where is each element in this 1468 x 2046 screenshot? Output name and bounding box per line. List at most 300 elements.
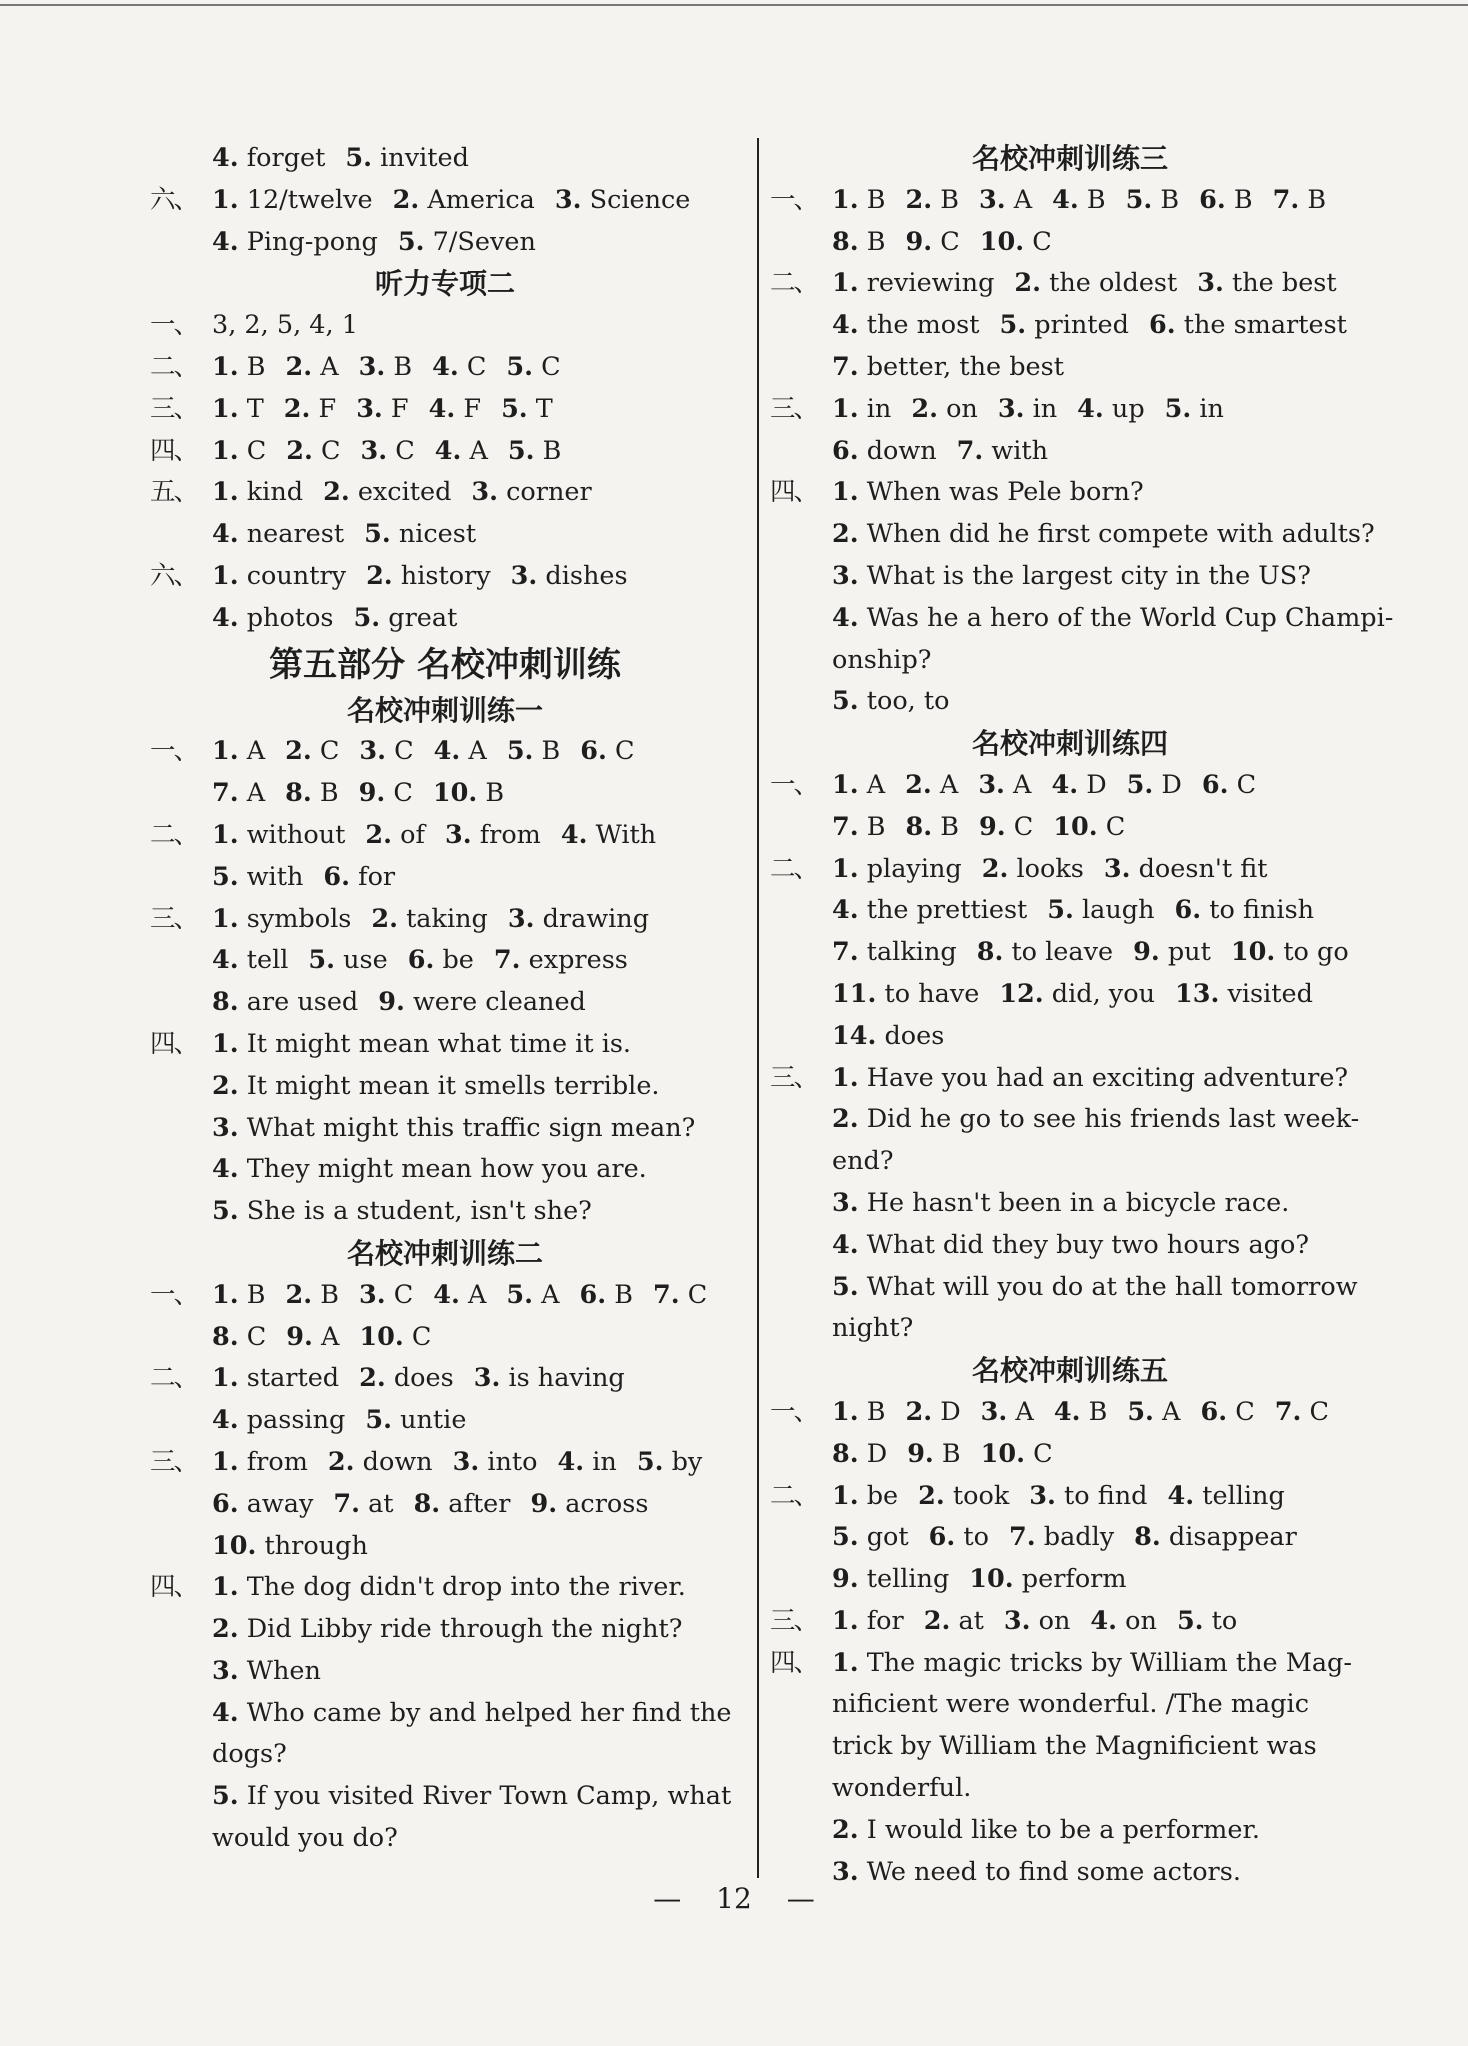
item-number: 4. [212,226,239,257]
answer-text: wonderful. [832,1773,972,1804]
answer-row [150,514,740,556]
answer-item [408,945,474,975]
answer-row [770,222,1370,264]
item-answer: through [264,1530,368,1561]
item-number: 4. [212,1697,239,1728]
answer-item [832,686,950,716]
item-answer: B [866,184,886,215]
question-section-marker: 五、 [150,477,198,508]
item-answer: B [1307,184,1327,215]
answer-item [359,1363,454,1393]
answer-item [393,185,535,215]
answer-item [979,185,1032,215]
answer-item [212,1405,345,1435]
question-section-marker: 二、 [150,1363,198,1394]
item-number: 2. [323,477,350,508]
item-number: 1. [832,1480,859,1511]
item-number: 2. [212,1070,239,1101]
answer-item [1004,1606,1071,1636]
item-answer: When [246,1655,321,1686]
answer-item [366,561,491,591]
item-answer: doesn't fit [1138,853,1268,884]
question-section-marker: 一、 [770,1396,818,1427]
item-number: 8. [976,937,1004,968]
answer-item [212,185,373,215]
answer-item [1200,1397,1254,1427]
item-answer: for [866,1605,904,1636]
item-number: 4. [433,736,461,767]
item-answer: in [1032,393,1058,424]
item-answer: A [320,351,339,382]
answer-row [770,1559,1370,1601]
item-answer: up [1111,393,1145,424]
item-number: 5. [832,1271,859,1302]
item-number: 3. [1197,268,1224,299]
question-section-marker: 一、 [770,769,818,800]
item-answer: C [320,435,341,466]
item-answer: B [940,184,959,215]
item-number: 1. [212,903,239,934]
answer-continuation [770,1684,1370,1726]
item-number: 4. [832,310,859,341]
item-number: 2. [832,1104,859,1135]
item-number: 3. [832,1187,859,1218]
answer-continuation [150,1734,740,1776]
answer-continuation [770,1141,1370,1183]
answer-item [323,862,395,892]
answer-item [212,904,351,934]
answer-item [212,862,303,892]
answer-item [1273,185,1326,215]
item-answer: I would like to be a performer. [866,1814,1260,1845]
answer-text: dogs? [212,1739,287,1770]
item-answer: the most [866,310,980,341]
answer-row [770,1517,1370,1559]
item-answer: Science [589,184,691,215]
item-answer: C [411,1321,432,1352]
item-answer: What is the largest city in the US? [866,560,1311,591]
answer-item [832,979,979,1009]
item-answer: took [952,1480,1010,1511]
part-title: 第五部分 名校冲刺训练 [269,644,621,685]
item-number: 1. [212,477,239,508]
item-number: 4. [1167,1480,1195,1511]
answer-item [212,227,378,257]
item-number: 5. [1164,393,1192,424]
page-footer [0,1882,1468,1915]
item-answer: great [388,602,458,633]
answer-text: nificient were wonderful. /The magic [832,1689,1309,1720]
item-answer: Was he a hero of the World Cup Champi- [866,602,1394,633]
item-number: 1. [212,435,239,466]
item-number: 7. [832,351,859,382]
item-number: 3. [507,903,535,934]
item-answer: C [1235,1396,1255,1427]
answer-row [770,974,1370,1016]
item-number: 1. [832,1062,859,1093]
answer-row [150,1066,740,1108]
item-answer: the best [1232,268,1337,299]
item-answer: If you visited River Town Camp, what [246,1781,732,1812]
item-number: 7. [212,778,239,809]
item-number: 5. [506,1279,533,1310]
item-number: 1. [212,1446,239,1477]
answer-row [770,472,1370,514]
item-answer: He hasn't been in a bicycle race. [866,1187,1290,1218]
item-number: 2. [366,560,393,591]
item-number: 5. [501,393,528,424]
answer-item [1177,1606,1237,1636]
item-answer: across [565,1488,649,1519]
answer-item [1014,268,1177,298]
answer-item [212,352,265,382]
answer-row [150,1191,740,1233]
answer-text: trick by William the Magnificient was [832,1731,1317,1762]
item-number: 1. [832,853,859,884]
item-answer: We need to find some actors. [866,1856,1241,1887]
item-number: 7. [1272,184,1300,215]
answer-item [432,352,486,382]
answer-item [832,603,1393,633]
item-answer: at [368,1488,394,1519]
answer-text: onship? [832,644,932,675]
answer-item [1009,1522,1114,1552]
item-number: 1. [212,1363,239,1394]
item-number: 8. [832,1438,859,1469]
answer-item [414,1489,511,1519]
question-section-marker: 二、 [770,853,818,884]
item-number: 4. [212,519,239,550]
answer-item [345,143,469,173]
item-number: 5. [506,351,533,382]
item-number: 4. [212,1405,239,1436]
item-answer: B [319,778,339,809]
item-number: 1. [832,769,859,800]
item-answer: B [941,1438,961,1469]
item-number: 1. [212,1572,239,1603]
item-answer: It might mean it smells terrible. [246,1070,660,1101]
answer-item [979,812,1033,842]
answer-row [150,1651,740,1693]
item-answer: looks [1016,853,1084,884]
answer-item [832,477,1144,507]
item-number: 9. [1133,937,1160,968]
item-number: 2. [905,769,932,800]
item-answer: A [320,1321,340,1352]
item-number: 1. [212,393,239,424]
item-answer: A [246,736,266,767]
answer-row [770,263,1370,305]
answer-item [1134,1522,1297,1552]
answer-row [150,1526,740,1568]
answer-item [561,820,656,850]
item-answer: telling [1202,1480,1285,1511]
item-number: 8. [832,226,859,257]
item-answer: drawing [542,903,650,934]
answer-item [435,436,488,466]
item-answer: B [485,778,505,809]
item-number: 4. [832,895,859,926]
item-number: 4. [1053,1396,1081,1427]
answer-item [832,185,885,215]
answer-row [150,731,740,773]
item-number: 6. [580,736,607,767]
item-answer: photos [246,602,334,633]
answer-item [212,1154,647,1184]
question-section-marker: 四、 [770,477,818,508]
answer-row [150,431,740,473]
answer-item [918,1481,1009,1511]
answer-item [285,736,339,766]
answer-item [308,945,387,975]
item-answer: A [246,778,266,809]
item-number: 2. [392,184,420,215]
item-number: 3. [980,1396,1008,1427]
item-answer: visited [1227,978,1313,1009]
item-number: 6. [323,861,351,892]
item-answer: taking [406,903,488,934]
item-number: 5. [636,1446,664,1477]
item-answer: passing [246,1405,346,1436]
item-number: 9. [378,987,405,1018]
item-answer: better, the best [866,351,1064,382]
item-number: 1. [212,184,239,215]
item-number: 3. [1003,1605,1031,1636]
item-number: 3. [554,184,582,215]
item-answer: Have you had an exciting adventure? [866,1062,1349,1093]
item-answer: It might mean what time it is. [246,1028,632,1059]
question-section-marker: 二、 [770,1480,818,1511]
item-number: 5. [212,1196,239,1227]
item-answer: C [1033,1438,1053,1469]
answer-item [365,1405,466,1435]
item-number: 7. [1009,1522,1036,1553]
answer-item [1077,394,1144,424]
item-number: 5. [999,310,1027,341]
answer-item [832,1815,1260,1845]
answer-row [770,1810,1370,1852]
item-number: 4. [212,602,239,633]
column-divider [757,138,759,1878]
answer-item [1126,185,1179,215]
footer-dash-left: — [653,1882,682,1915]
item-number: 2. [285,736,312,767]
answer-text: end? [832,1146,894,1177]
answer-item [981,1439,1053,1469]
answer-item [212,436,266,466]
item-answer: A [468,736,487,767]
answer-row [150,815,740,857]
item-answer: C [1105,811,1126,842]
item-number: 7. [1274,1396,1302,1427]
item-number: 5. [1126,769,1154,800]
item-answer: down [866,435,937,466]
answer-item [501,394,553,424]
answer-item [832,352,1064,382]
answer-item [212,1322,266,1352]
item-answer: to go [1283,937,1349,968]
answer-item [977,937,1113,967]
item-answer: on [946,393,978,424]
item-answer: to leave [1011,937,1114,968]
section-heading: 名校冲刺训练四 [971,727,1168,761]
item-answer: started [246,1363,340,1394]
item-number: 10. [359,1321,404,1352]
answer-row [770,1016,1370,1058]
answer-item [328,1447,433,1477]
item-answer: excited [357,477,452,508]
item-number: 4. [832,602,859,633]
answer-item [212,987,358,1017]
answer-item [284,394,336,424]
answer-text: night? [832,1313,914,1344]
answer-item [905,812,958,842]
item-number: 6. [579,1279,607,1310]
answer-item [356,394,408,424]
item-answer: C [395,435,415,466]
item-answer: playing [866,853,962,884]
answer-item [359,352,412,382]
item-number: 5. [345,143,373,173]
item-answer: B [246,1279,266,1310]
answer-item [212,603,334,633]
answer-item [212,1781,731,1811]
answer-row [150,389,740,431]
answer-item [832,1481,898,1511]
item-number: 3. [978,184,1006,215]
item-number: 7. [333,1488,360,1519]
answer-item [433,778,504,808]
item-number: 14. [832,1020,877,1051]
item-number: 6. [407,945,435,976]
top-border-line [0,4,1468,6]
item-number: 4. [212,1154,239,1185]
answer-item [212,1656,321,1686]
item-answer: into [487,1446,538,1477]
item-answer: talking [866,937,957,968]
item-number: 4. [1090,1605,1118,1636]
section-heading: 名校冲刺训练一 [346,693,543,727]
answer-item [832,937,957,967]
section-heading: 名校冲刺训练二 [346,1236,543,1270]
item-answer: B [393,351,413,382]
item-number: 3. [510,560,538,591]
answer-row [150,899,740,941]
question-section-marker: 三、 [770,1605,818,1636]
answer-item [980,227,1052,257]
question-section-marker: 四、 [150,435,198,466]
answer-item [1051,770,1106,800]
item-answer: B [1160,184,1180,215]
item-number: 5. [1125,184,1153,215]
answer-item [212,1489,313,1519]
item-number: 7. [832,811,859,842]
item-answer: after [448,1488,511,1519]
item-answer: badly [1043,1522,1115,1553]
answer-item [929,1522,989,1552]
item-number: 5. [832,1522,859,1553]
answer-item [978,770,1031,800]
answer-row [150,773,740,815]
item-number: 6. [1200,1396,1228,1427]
item-answer: the prettiest [866,895,1028,926]
item-number: 9. [905,226,933,257]
item-number: 3. [356,393,383,424]
item-number: 1. [212,1028,239,1059]
answer-item [212,1071,660,1101]
answer-item [212,736,265,766]
item-answer: T [246,393,264,424]
answer-row [150,1484,740,1526]
item-number: 2. [371,903,398,934]
item-number: 2. [212,1614,239,1645]
answer-item [1029,1481,1147,1511]
section-heading: 名校冲刺训练三 [971,142,1168,175]
item-answer: Ping-pong [246,226,378,257]
answer-row [770,1183,1370,1225]
item-answer: from [246,1446,308,1477]
item-answer: by [671,1446,703,1477]
item-answer: A [939,769,959,800]
item-answer: A [1162,1396,1181,1427]
item-answer: C [687,1279,708,1310]
answer-row [150,138,740,180]
item-number: 9. [286,1321,313,1352]
answer-item [212,820,345,850]
answer-row [150,1609,740,1651]
item-answer: does [884,1020,945,1051]
item-number: 2. [832,1814,859,1845]
answer-continuation [770,1308,1370,1350]
answer-item [1047,895,1154,925]
answer-item [212,1614,682,1644]
answer-row [150,598,740,640]
item-answer: are used [246,987,359,1018]
answer-row [150,1149,740,1191]
answer-item [832,1606,904,1636]
item-answer: F [318,393,337,424]
answer-row [770,180,1370,222]
answer-item [580,1280,633,1310]
item-answer: dishes [545,560,628,591]
answer-item [1133,937,1211,967]
item-answer: 12/twelve [246,184,373,215]
answer-item [474,1363,625,1393]
answer-item [832,436,937,466]
answer-item [212,1572,686,1602]
answer-row [150,940,740,982]
item-answer: too, to [866,686,950,717]
item-number: 6. [1201,769,1229,800]
answer-continuation [770,1768,1370,1810]
item-number: 4. [557,1446,585,1477]
item-number: 1. [832,184,859,215]
item-answer: B [866,226,886,257]
left-answer-column [150,138,740,1860]
question-section-marker: 三、 [770,1062,818,1093]
item-number: 6. [928,1522,956,1553]
item-answer: nearest [246,519,345,550]
answer-row [770,389,1370,431]
item-number: 8. [285,778,312,809]
answer-item [506,1280,559,1310]
answer-item [212,519,344,549]
answer-item [1231,937,1349,967]
question-section-marker: 六、 [150,184,198,215]
item-number: 1. [212,351,239,382]
item-answer: B [1233,184,1253,215]
item-number: 4. [428,393,456,424]
